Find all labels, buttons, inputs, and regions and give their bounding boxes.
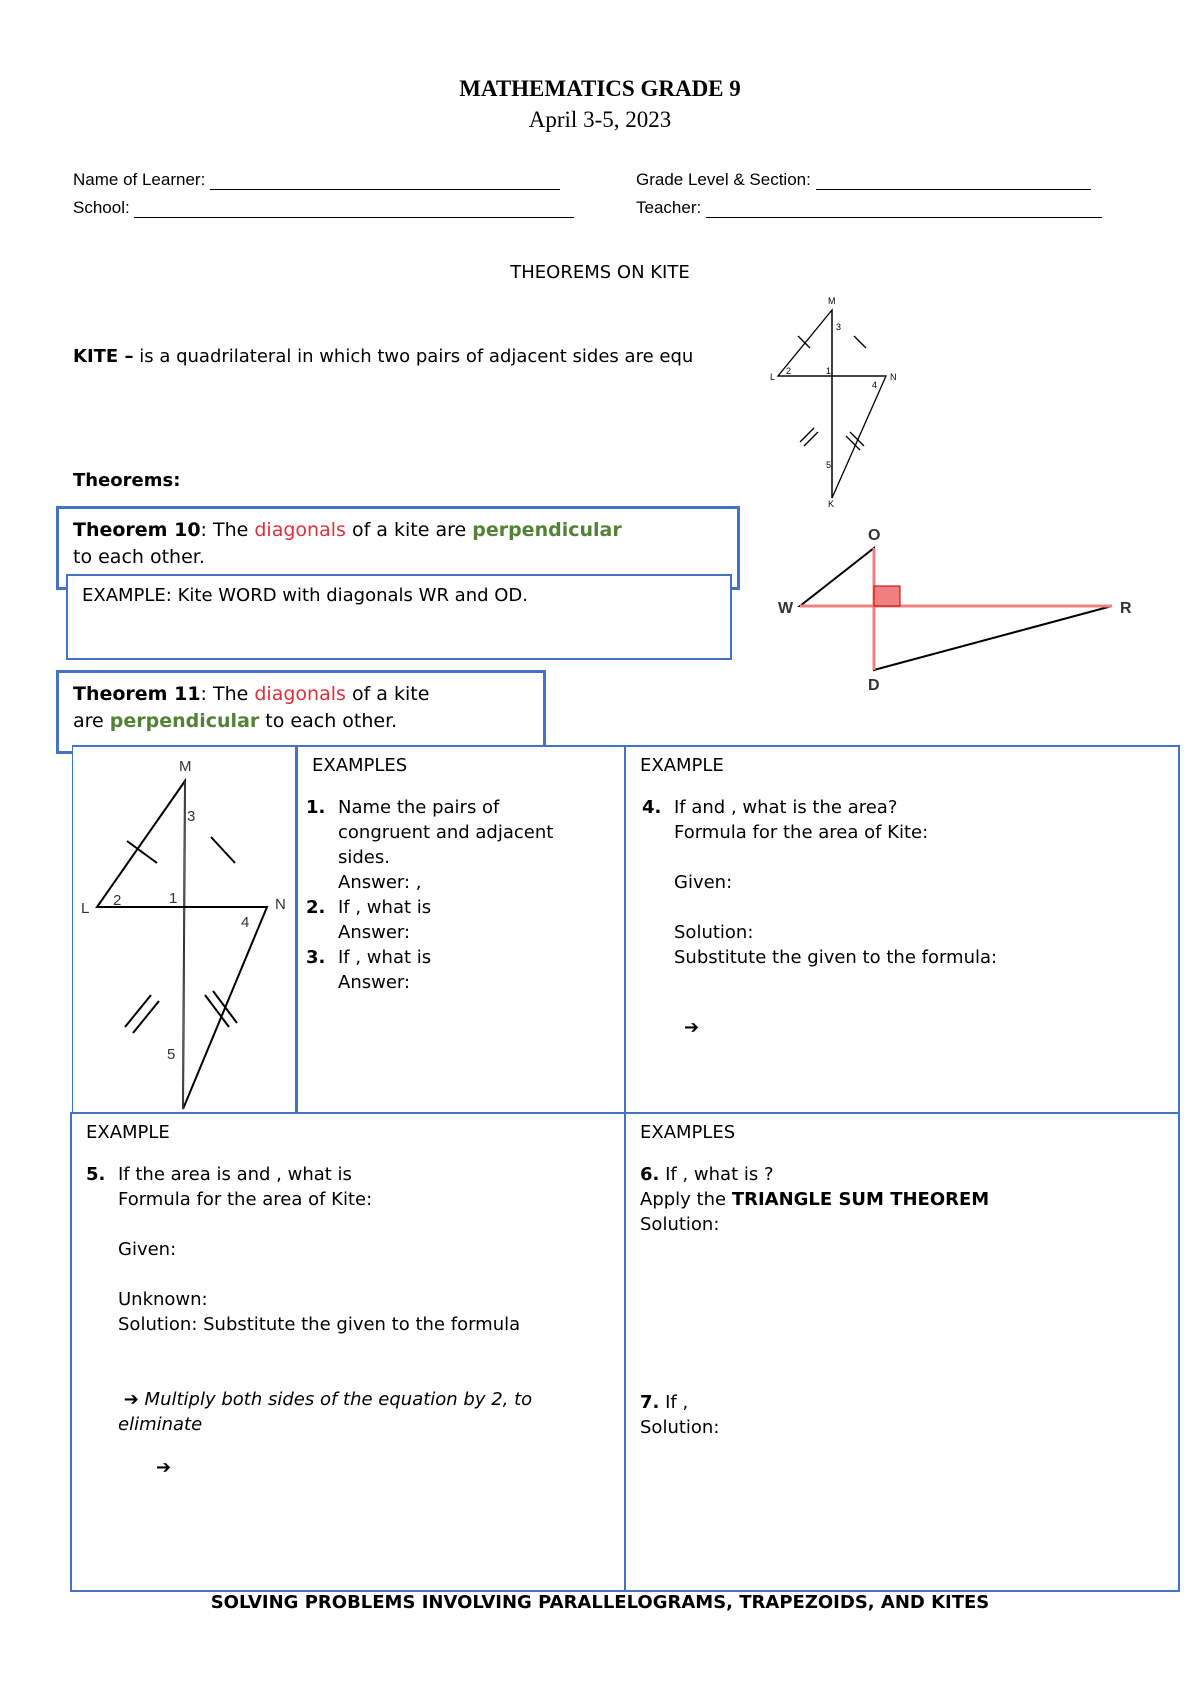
example-5-heading: EXAMPLE [86, 1122, 170, 1143]
large-label-1: 1 [169, 890, 178, 907]
worksheet-title: MATHEMATICS GRADE 9 [459, 76, 741, 101]
theorem11-pre: : The [200, 683, 255, 705]
example-5-cell [70, 1112, 626, 1592]
theorems-label: Theorems: [73, 470, 181, 491]
example-2 [306, 895, 616, 945]
theorem11-mid: of a kite [345, 683, 430, 705]
example-5 [86, 1162, 616, 1480]
large-label-2: 2 [113, 892, 122, 909]
example-7-question: If , [659, 1392, 689, 1413]
kite-figure-large [73, 747, 293, 1112]
kite-word-figure [770, 520, 1140, 695]
theorem10-label: Theorem 10 [73, 519, 201, 541]
large-label-N: N [275, 896, 286, 913]
example-3-answer: Answer: [338, 972, 411, 993]
right-angle-marker [874, 586, 900, 606]
example-4-formula: Formula for the area of Kite: [674, 822, 929, 843]
example-word-text: EXAMPLE: Kite WORD with diagonals WR and OD. [82, 585, 529, 606]
example-5-question: If the area is and , what is [118, 1164, 352, 1185]
examples-6-7-heading: EXAMPLES [640, 1122, 736, 1143]
large-label-L: L [81, 900, 90, 917]
example-4-solution: Solution: [674, 922, 754, 943]
example-5-note [118, 1387, 532, 1412]
example-6 [640, 1162, 1160, 1237]
large-label-3: 3 [187, 808, 196, 825]
theorem10-post: to each other. [73, 546, 205, 568]
theorem10-pre: : The [200, 519, 255, 541]
example-3-num: 3. [306, 947, 326, 968]
example-word-box [66, 574, 732, 660]
example-4 [642, 795, 1162, 1040]
kite-definition-text: is a quadrilateral in which two pairs of adjacent sides are equ [133, 346, 694, 367]
section-title: THEOREMS ON KITE [510, 262, 690, 283]
kite-figure-small [770, 292, 910, 507]
large-kite-outline [97, 781, 267, 1109]
example-5-note-line2: eliminate [118, 1414, 203, 1435]
label-R: R [1120, 600, 1132, 617]
small-label-1: 1 [826, 366, 832, 376]
grade-line [816, 172, 1091, 190]
example-2-line: If , what is [338, 897, 432, 918]
example-5-note-line1: Multiply both sides of the equation by 2, to [138, 1389, 533, 1410]
example-1-line: congruent and adjacent [338, 822, 554, 843]
example-5-formula: Formula for the area of Kite: [118, 1189, 373, 1210]
example-6-apply: Apply the [640, 1189, 732, 1210]
example-4-substitute: Substitute the given to the formula: [674, 947, 998, 968]
examples-6-7-cell [624, 1112, 1180, 1592]
example-1-answer: Answer: , [338, 872, 422, 893]
example-2-answer: Answer: [338, 922, 411, 943]
theorem11-perpendicular: perpendicular [109, 710, 260, 732]
footer-title: SOLVING PROBLEMS INVOLVING PARALLELOGRAMS, TRAPEZOIDS, AND KITES [210, 1592, 990, 1613]
theorem11-diagonals: diagonals [254, 683, 346, 705]
example-5-unknown: Unknown: [118, 1289, 208, 1310]
small-label-5: 5 [826, 460, 832, 470]
theorem11-post: to each other. [259, 710, 398, 732]
example-6-question: If , what is ? [659, 1164, 774, 1185]
name-label: Name of Learner: [73, 170, 206, 189]
arrow-icon: ➔ [156, 1457, 172, 1478]
large-label-4: 4 [241, 914, 250, 931]
kite-figure-cell [72, 745, 298, 1115]
label-O: O [868, 527, 881, 544]
kite-definition [73, 346, 773, 367]
example-5-given: Given: [118, 1239, 177, 1260]
arrow-icon: ➔ [123, 1389, 139, 1410]
name-field[interactable] [73, 170, 560, 190]
example-5-num: 5. [86, 1164, 106, 1185]
small-label-N: N [890, 372, 897, 382]
example-1-line: sides. [338, 847, 390, 868]
example-6-solution: Solution: [640, 1214, 720, 1235]
grade-label: Grade Level & Section: [636, 170, 811, 189]
grade-field[interactable] [636, 170, 1091, 190]
large-label-M: M [179, 758, 192, 775]
word-kite-outline [800, 548, 1112, 670]
theorem10-diagonals: diagonals [254, 519, 346, 541]
teacher-field[interactable] [636, 198, 1102, 218]
large-label-5: 5 [167, 1046, 176, 1063]
example-7-solution: Solution: [640, 1417, 720, 1438]
example-5-solution: Solution: Substitute the given to the formula [118, 1314, 521, 1335]
small-label-4: 4 [872, 380, 878, 390]
theorem11-are: are [73, 710, 110, 732]
example-4-cell [624, 745, 1180, 1115]
example-1-line: Name the pairs of [338, 797, 500, 818]
example-2-num: 2. [306, 897, 326, 918]
example-6-num: 6. [640, 1164, 660, 1185]
example-4-given: Given: [674, 872, 733, 893]
school-field[interactable] [73, 198, 574, 218]
small-label-3: 3 [836, 322, 842, 332]
example-4-heading: EXAMPLE [640, 755, 724, 776]
theorem11-label: Theorem 11 [73, 683, 201, 705]
label-W: W [778, 600, 794, 617]
examples-list [306, 795, 616, 995]
theorem11-box [56, 670, 546, 754]
theorem10-perpendicular: perpendicular [472, 519, 622, 541]
teacher-line [706, 200, 1102, 218]
theorem11-text [73, 681, 429, 735]
label-D: D [868, 677, 880, 694]
small-label-2: 2 [786, 366, 792, 376]
small-label-M: M [828, 296, 836, 306]
example-7-num: 7. [640, 1392, 660, 1413]
theorem10-mid: of a kite are [345, 519, 473, 541]
examples-heading: EXAMPLES [312, 755, 408, 776]
example-3-line: If , what is [338, 947, 432, 968]
worksheet-date: April 3-5, 2023 [528, 107, 672, 132]
examples-1-3-cell [296, 745, 626, 1115]
example-3 [306, 945, 616, 995]
example-4-num: 4. [642, 797, 662, 818]
theorem10-text [73, 517, 622, 571]
arrow-icon: ➔ [684, 1017, 700, 1038]
kite-term: KITE – [73, 346, 134, 367]
example-1 [306, 795, 616, 895]
teacher-label: Teacher: [636, 198, 702, 217]
example-1-num: 1. [306, 797, 326, 818]
small-label-L: L [770, 372, 776, 382]
name-line [210, 172, 560, 190]
example-4-question: If and , what is the area? [674, 797, 898, 818]
small-label-K: K [828, 499, 835, 507]
example-7 [640, 1390, 1160, 1440]
example-6-theorem: TRIANGLE SUM THEOREM [731, 1189, 990, 1210]
school-line [134, 200, 574, 218]
school-label: School: [73, 198, 130, 217]
